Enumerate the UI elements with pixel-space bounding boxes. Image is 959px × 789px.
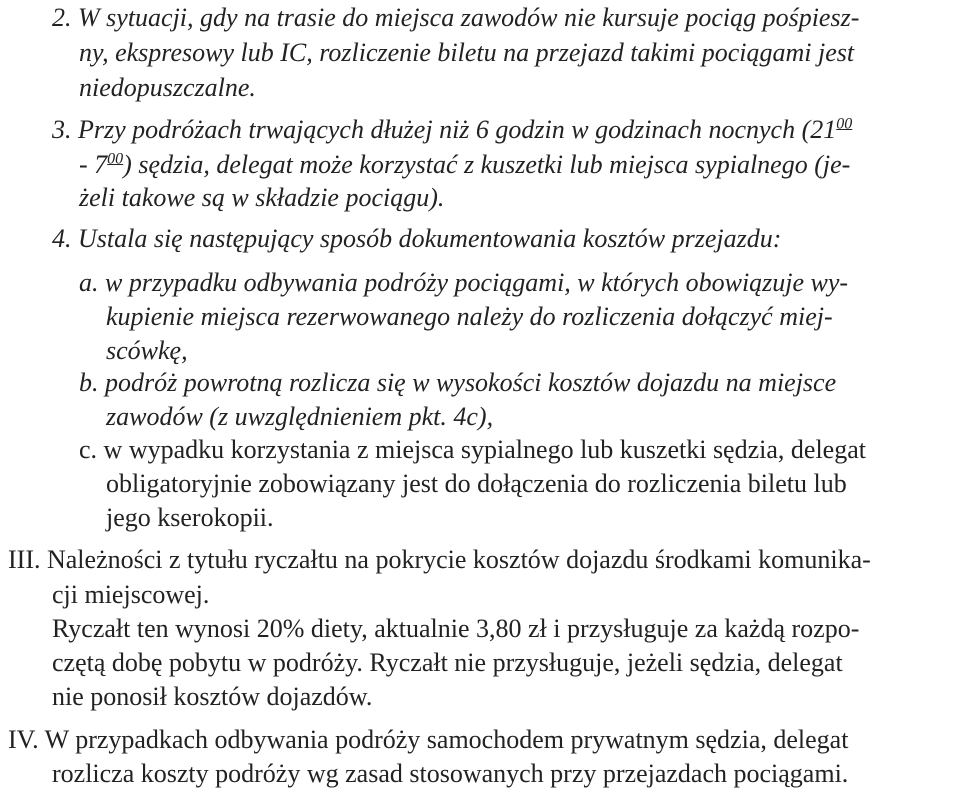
section3-line4: czętą dobę pobytu w podróży. Ryczałt nie przysługuje, jeżeli sędzia, delegat [52, 648, 843, 677]
item4b-line2: zawodów (z uwzględnieniem pkt. 4c), [106, 402, 494, 431]
item4c-line3: jego kserokopii. [106, 503, 274, 532]
section3-line5: nie ponosił kosztów dojazdów. [52, 682, 373, 711]
item2-line1-text: W sytuacji, gdy na trasie do miejsca zawodów nie kursuje pociąg pośpiesz- [78, 3, 860, 32]
item4-text: Ustala się następujący sposób dokumentowania kosztów przejazdu: [78, 224, 782, 253]
item4c-line1: c. w wypadku korzystania z miejsca sypialnego lub kuszetki sędzia, delegat [79, 435, 866, 464]
section3-line3: Ryczałt ten wynosi 20% diety, aktualnie 3,80 zł i przysługuje za każdą rozpo- [52, 614, 860, 643]
item3-line2-pre: - 7 [79, 150, 108, 179]
item3-line2-post: ) sędzia, delegat może korzystać z kuszetki lub miejsca sypialnego (je- [123, 150, 851, 179]
section4-numeral: IV. [8, 725, 39, 754]
item4c-line2: obligatoryjnie zobowiązany jest do dołączenia do rozliczenia biletu lub [106, 469, 847, 498]
item2-line2: ny, ekspresowy lub IC, rozliczenie biletu na przejazd takimi pociągami jest [79, 38, 855, 67]
section4-line1-text: W przypadkach odbywania podróży samochodem prywatnym sędzia, delegat [44, 725, 849, 754]
item4-line [52, 224, 781, 254]
item4a-line3: scówkę, [106, 336, 188, 365]
item2-line1 [52, 3, 859, 33]
item2-number: 2. [52, 3, 72, 32]
item3-line1 [52, 115, 852, 145]
section3-line1-text: Należności z tytułu ryczałtu na pokrycie kosztów dojazdu środkami komunika- [46, 545, 871, 574]
item3-sup1: 00 [836, 115, 853, 133]
item4a-line1: a. w przypadku odbywania podróży pociągami, w których obowiązuje wy- [79, 268, 849, 297]
item3-number: 3. [52, 115, 72, 144]
item3-line3: żeli takowe są w składzie pociągu). [79, 183, 445, 212]
section3-numeral: III. [8, 545, 41, 574]
item4b-line1: b. podróż powrotną rozlicza się w wysokości kosztów dojazdu na miejsce [79, 368, 837, 397]
section4-line2: rozlicza koszty podróży wg zasad stosowanych przy przejazdach pociągami. [52, 759, 849, 788]
section4-line1 [8, 725, 848, 755]
item4-number: 4. [52, 224, 72, 253]
item3-line2 [79, 150, 850, 180]
item4a-line2: kupienie miejsca rezerwowanego należy do rozliczenia dołączyć miej- [106, 302, 833, 331]
section3-line2: cji miejscowej. [52, 580, 210, 609]
item3-sup2: 00 [107, 150, 124, 168]
item3-line1-text: Przy podróżach trwających dłużej niż 6 godzin w godzinach nocnych (21 [78, 115, 837, 144]
item2-line3: niedopuszczalne. [79, 73, 256, 102]
section3-line1 [8, 545, 871, 575]
